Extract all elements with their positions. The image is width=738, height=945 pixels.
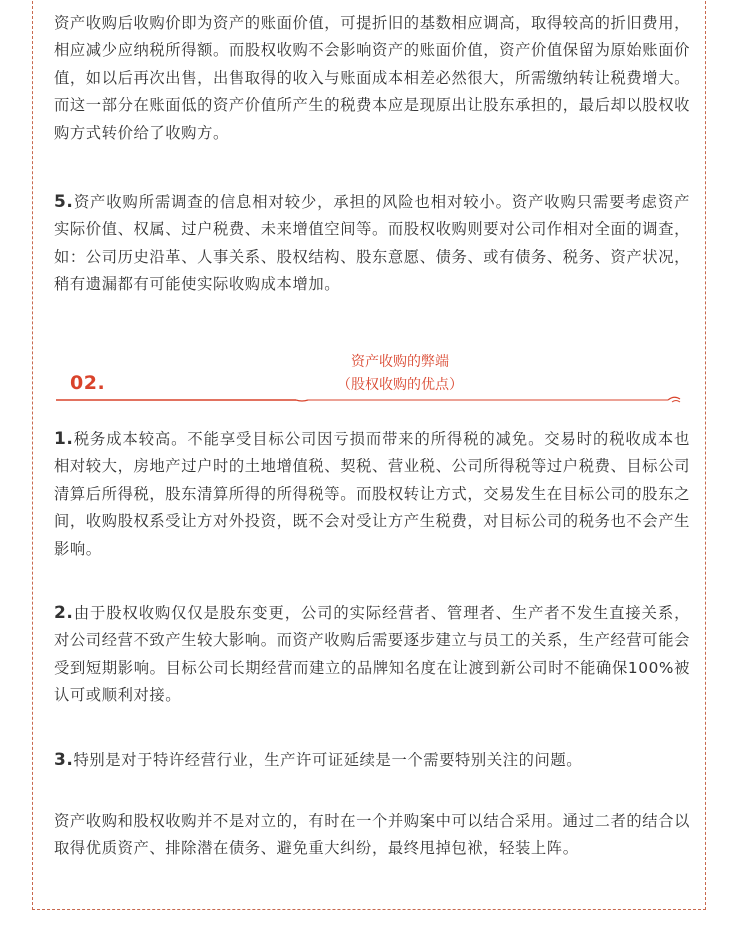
point-2-text: 由于股权收购仅仅是股东变更，公司的实际经营者、管理者、生产者不发生直接关系，对公司经营不致产生较大影响。而资产收购后需要逐步建立与员工的关系，生产经营可能会受到短期影响。目标公司长期经营而建立的品牌知名度在让渡到新公司时不能确保100%被认可或顺利对接。 [54,604,690,705]
point-1-number: 1. [54,429,74,449]
point-1-paragraph [54,426,690,563]
conclusion-paragraph: 资产收购和股权收购并不是对立的，有时在一个并购案中可以结合采用。通过二者的结合以取得优质资产、排除潜在债务、避免重大纠纷，最终甩掉包袱，轻装上阵。 [54,812,690,858]
point-2-paragraph [54,600,690,710]
point-5-number: 5. [54,192,74,212]
section-number: 02. [70,372,106,394]
point-3-number: 3. [54,750,74,770]
point-1-text: 税务成本较高。不能享受目标公司因亏损而带来的所得税的减免。交易时的税收成本也相对较大，房地产过户时的土地增值税、契税、营业税、公司所得税等过户税费、目标公司清算后所得税，股东清算所得的所得税等。而股权转让方式，交易发生在目标公司的股东之间，收购股权系受让方对外投资，既不会对受让方产生税费，对目标公司的税务也不会产生影响。 [54,430,690,558]
section-divider [56,396,682,404]
point-3-text: 特别是对于特许经营行业，生产许可证延续是一个需要特别关注的问题。 [73,751,583,769]
point-5-paragraph [54,189,690,299]
section-title-line-2: （股权收购的优点） [337,377,463,393]
point-2-number: 2. [54,603,74,623]
point-3-paragraph [54,747,690,774]
point-5-text: 资产收购所需调查的信息相对较少，承担的风险也相对较小。资产收购只需要考虑资产实际价值、权属、过户税费、未来增值空间等。而股权收购则要对公司作相对全面的调查，如：公司历史沿革、人事关系、股权结构、股东意愿、债务、或有债务、税务、资产状况，稍有遗漏都有可能使实际收购成本增加。 [54,193,690,294]
intro-paragraph: 资产收购后收购价即为资产的账面价值，可提折旧的基数相应调高，取得较高的折旧费用，相应减少应纳税所得额。而股权收购不会影响资产的账面价值，资产价值保留为原始账面价值，如以后再次出售，出售取得的收入与账面成本相差必然很大，所需缴纳转让税费增大。而这一部分在账面低的资产价值所产生的税费本应是现原出让股东承担的，最后却以股权收购方式转价给了收购方。 [54,14,690,142]
section-title-line-1: 资产收购的弊端 [351,354,449,370]
